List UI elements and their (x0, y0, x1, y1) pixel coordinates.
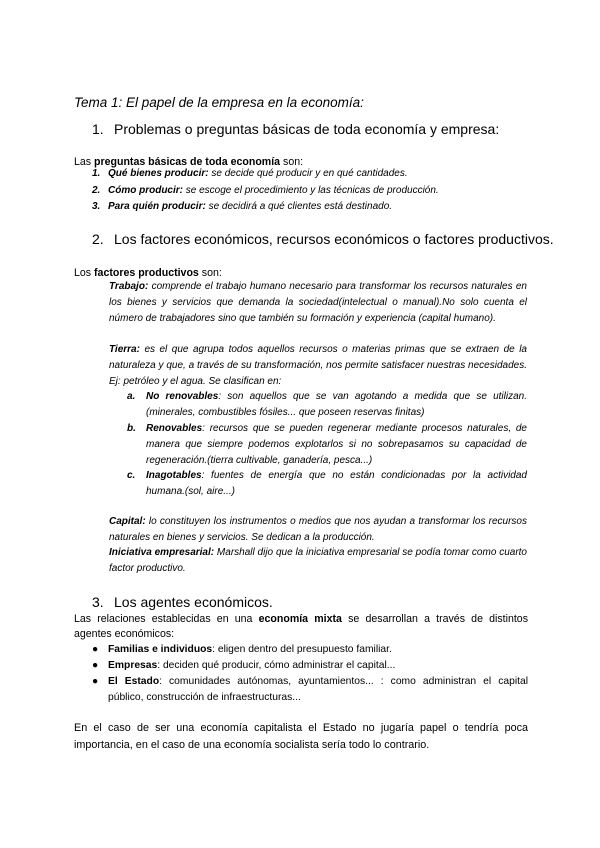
bullet-icon: ● (92, 676, 99, 687)
section-3-intro: Las relaciones establecidas en una economía mixta se desarrollan a través de distintos agentes económicos: (74, 613, 528, 640)
list-item: 3. Para quién producir: se decidirá a qué clientes está destinado. (92, 201, 393, 212)
section-2-title: Los factores económicos, recursos económicos o factores productivos. (114, 231, 554, 247)
section-1-heading (92, 121, 499, 137)
iniciativa-paragraph: Iniciativa empresarial: Marshall dijo que la iniciativa empresarial se podía tomar como cuarto factor productivo. (109, 547, 527, 574)
section-1-title: Problemas o preguntas básicas de toda economía y empresa: (114, 121, 500, 137)
section-3-heading (92, 594, 273, 610)
closing-paragraph: En el caso de ser una economía capitalista el Estado no jugaría papel o tendría poca importancia, en el caso de una economía socialista sería todo lo contrario. (74, 722, 528, 751)
section-3-intro-bold: economía mixta (258, 613, 342, 625)
section-1-intro-bold: preguntas básicas de toda economía (94, 156, 281, 168)
section-3-title: Los agentes económicos. (114, 594, 273, 610)
section-1-number: 1. (92, 121, 104, 137)
section-3-number: 3. (92, 594, 104, 610)
list-item: 1. Qué bienes producir: se decide qué producir y en qué cantidades. (92, 168, 408, 179)
trabajo-paragraph: Trabajo: comprende el trabajo humano necesario para transformar los recursos naturales en los bienes y servicios que demanda la sociedad(intelectual o manual).No solo cuenta el número de trabajadores sino que también su formación y experiencia (capital humano). (109, 281, 527, 324)
capital-term: Capital: (109, 516, 146, 527)
list-item: 2. Cómo producir: se escoge el procedimiento y las técnicas de producción. (92, 184, 439, 196)
agent-item-estado: ● El Estado: comunidades autónomas, ayuntamientos... : como administran el capital público, construcción de infraestructuras... (92, 676, 528, 703)
resource-type-inagotables: c. Inagotables: fuentes de energía que no están condicionadas por la actividad humana.(sol, aire...) (127, 470, 527, 497)
bullet-icon: ● (92, 644, 99, 655)
trabajo-term: Trabajo: (109, 281, 149, 292)
agent-item-empresas: ● Empresas: deciden qué producir, cómo administrar el capital... (92, 658, 528, 674)
resource-type-renovables: b. Renovables: recursos que se pueden regenerar mediante procesos naturales, de manera que siempre podemos explotarlos si no sobrepasamos su capacidad de regeneración.(tierra cultivable, ganadería, pesca...) (127, 423, 527, 466)
basic-questions-list (92, 166, 439, 216)
section-2-heading (92, 231, 554, 247)
tierra-term: Tierra: (109, 344, 140, 355)
capital-paragraph: Capital: lo constituyen los instrumentos o medios que nos ayudan a transformar los recursos naturales en bienes y servicios. Se dedican a la producción. (109, 516, 527, 543)
document-title: Tema 1: El papel de la empresa en la economía: (74, 95, 364, 110)
bullet-icon: ● (92, 660, 99, 671)
agent-item-familias: ● Familias e individuos: eligen dentro del presupuesto familiar. (92, 642, 528, 658)
section-2-intro: Los factores productivos son: (74, 267, 222, 279)
section-2-intro-bold: factores productivos (94, 267, 199, 279)
tierra-paragraph: Tierra: es el que agrupa todos aquellos recursos o materias primas que se extraen de la naturaleza y que, a través de su transformación, nos permite satisfacer nuestras necesidades. Ej: petróleo y el agua. Se clasifican en: (109, 344, 527, 387)
resource-type-no-renovables: a. No renovables: son aquellos que se van agotando a medida que se utilizan.(minerales, combustibles fósiles... que poseen reservas finitas) (127, 391, 527, 418)
section-1-intro: Las preguntas básicas de toda economía son: (74, 156, 304, 168)
iniciativa-term: Iniciativa empresarial: (109, 547, 215, 558)
section-2-number: 2. (92, 231, 104, 247)
